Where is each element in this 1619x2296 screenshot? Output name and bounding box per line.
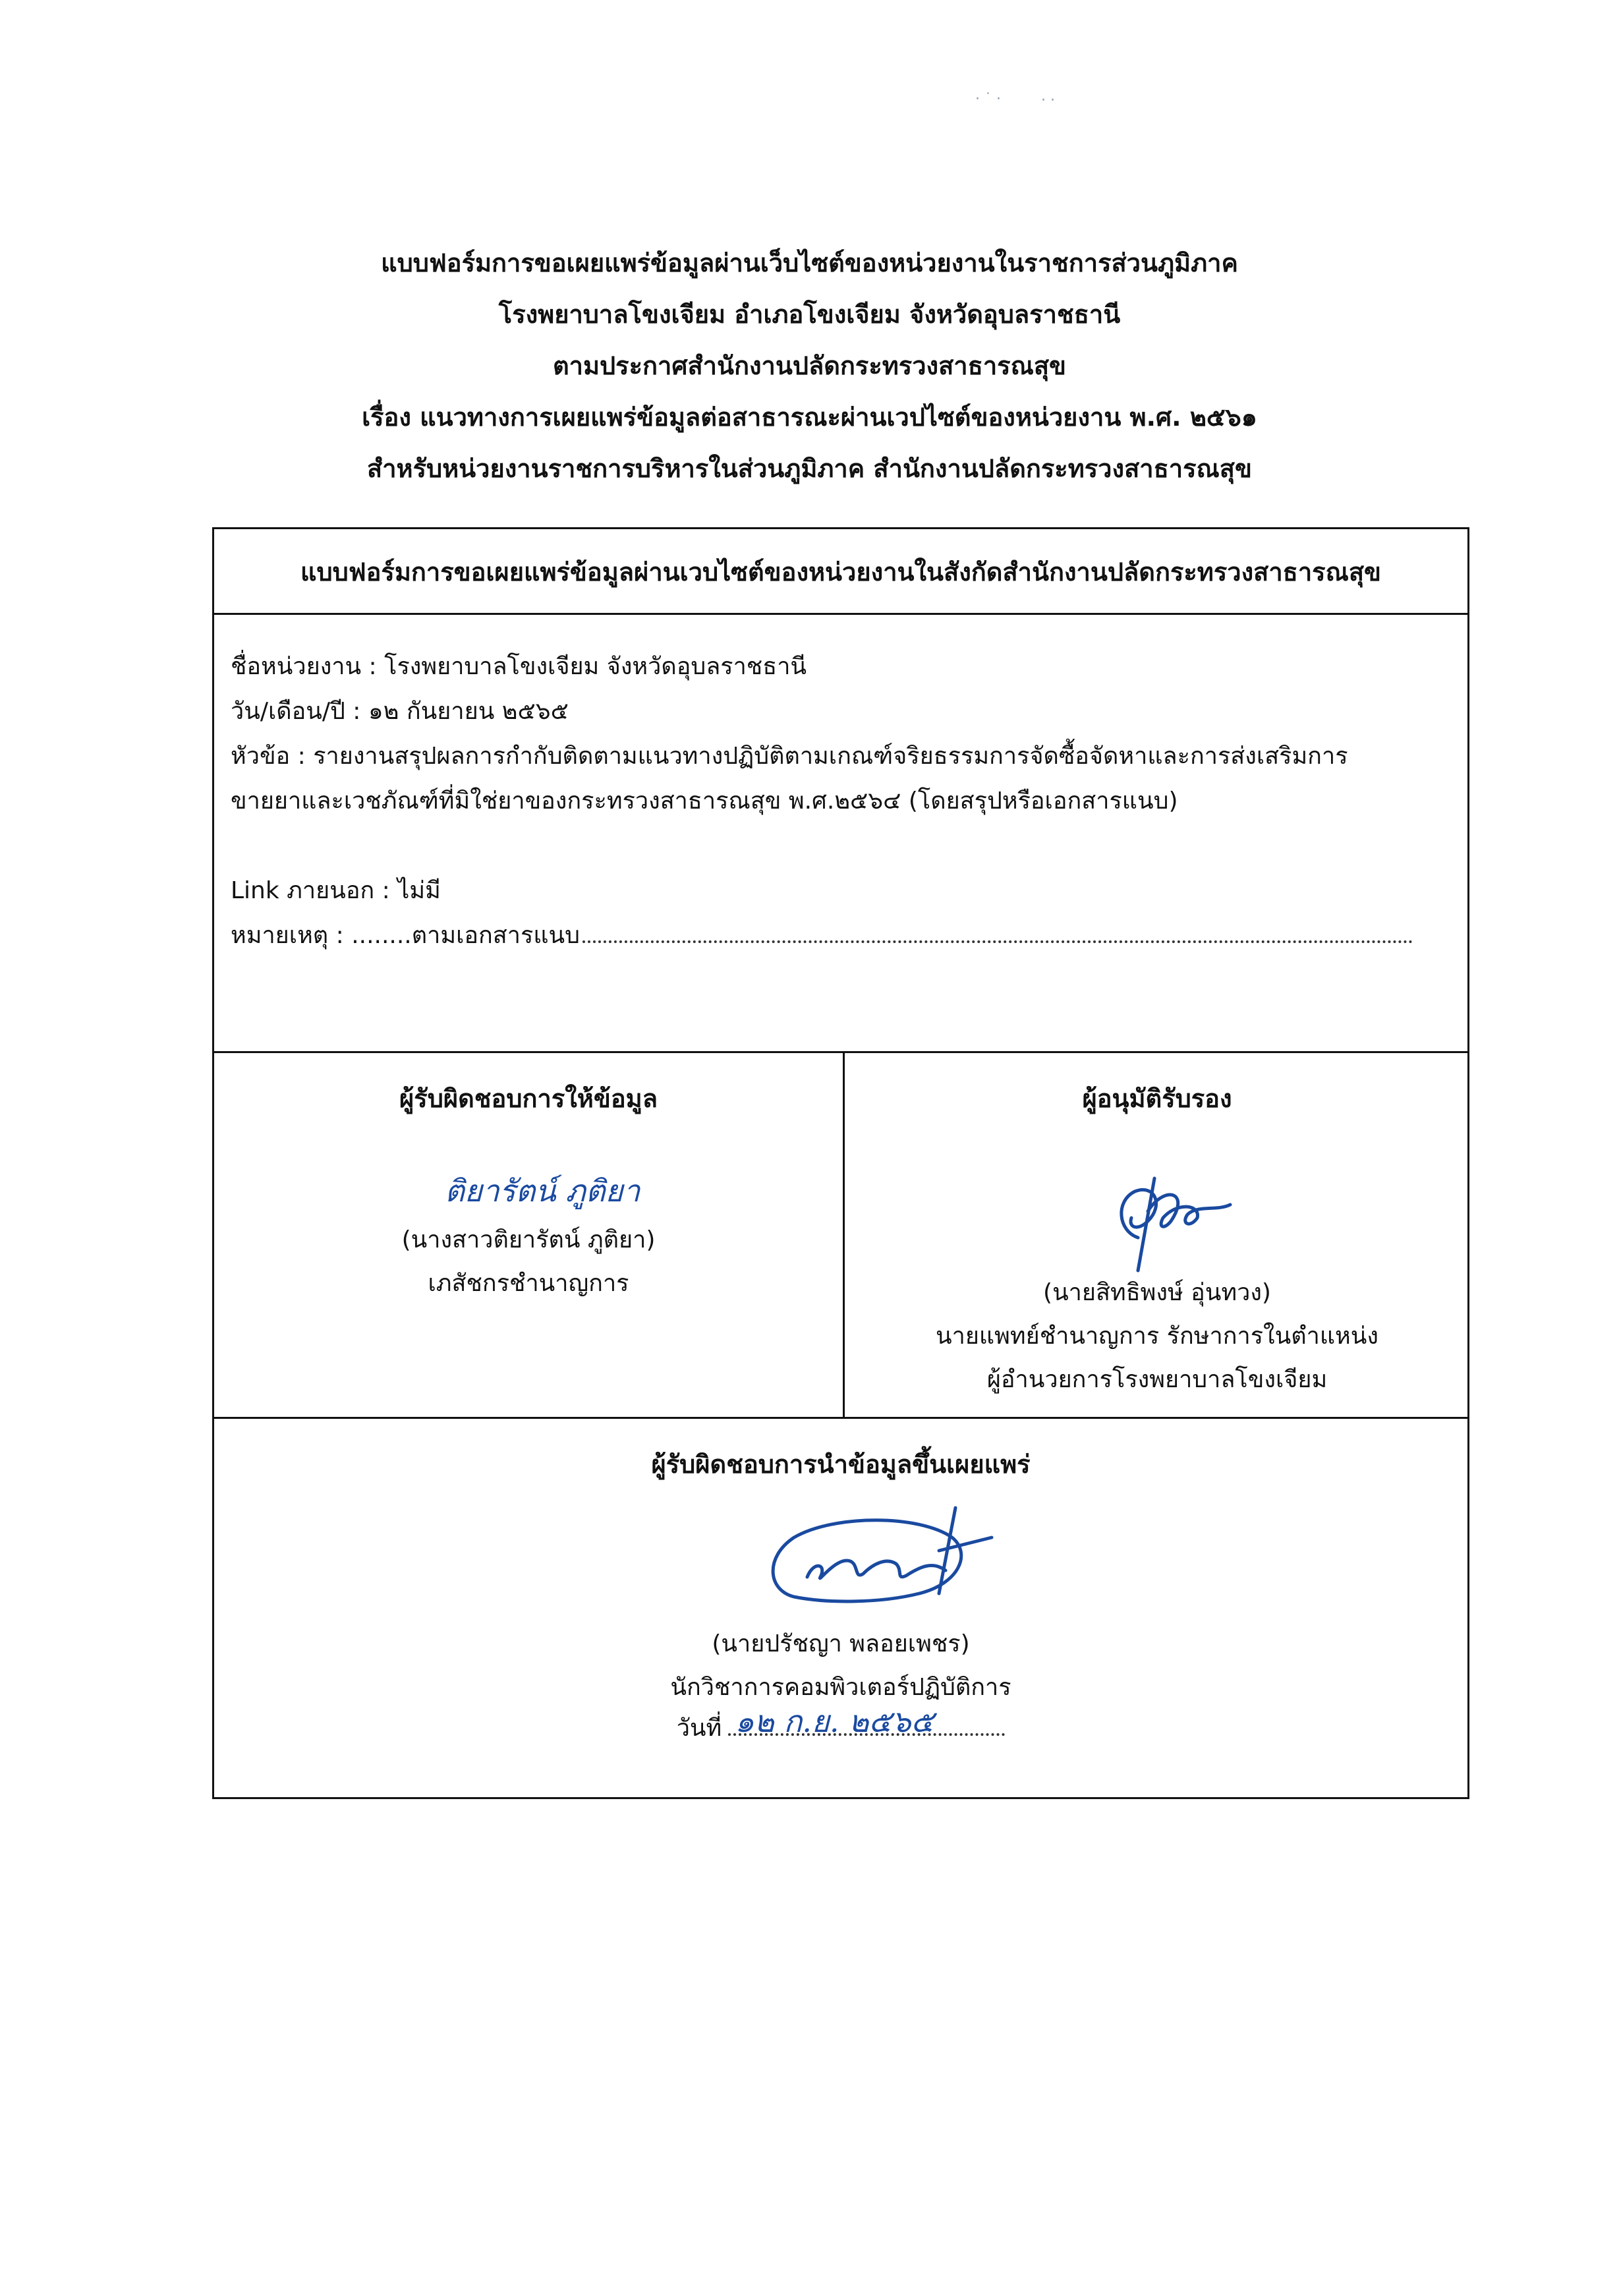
provider-signature (438, 1152, 662, 1224)
topic-line-2: ขายยาและเวชภัณฑ์ที่มิใช่ยาของกระทรวงสาธารณสุข พ.ศ.๒๕๖๔ (โดยสรุปหรือเอกสารแนบ) (231, 788, 1178, 815)
date-dotted-line (728, 1704, 1005, 1739)
header-line: ตามประกาศสำนักงานปลัดกระทรวงสาธารณสุข (552, 351, 1067, 380)
handwritten-date: ๑๒ ก.ย. ๒๕๖๕ (735, 1704, 934, 1739)
approver-position-2: ผู้อำนวยการโรงพยาบาลโขงเจียม (986, 1366, 1328, 1393)
header-line: แบบฟอร์มการขอเผยแพร่ข้อมูลผ่านเว็บไซต์ของหน่วยงานในราชการส่วนภูมิภาค (381, 248, 1238, 277)
scan-speck: · · (1041, 92, 1055, 109)
publisher-name: (นายปรัชญา พลอยเพชร) (712, 1630, 970, 1657)
signature-row (214, 1051, 1467, 1419)
form-title: แบบฟอร์มการขอเผยแพร่ข้อมูลผ่านเวบไซต์ของหน่วยงานในสังกัดสำนักงานปลัดกระทรวงสาธารณสุข (214, 529, 1467, 615)
remark-dotted-line (582, 927, 1413, 943)
remark (231, 913, 1456, 958)
header-line: โรงพยาบาลโขงเจียม อำเภอโขงเจียม จังหวัดอุบลราชธานี (498, 300, 1121, 329)
publication-form (212, 527, 1469, 1799)
provider-name: (นางสาวติยารัตน์ ภูติยา) (401, 1226, 656, 1253)
publisher-position: นักวิชาการคอมพิวเตอร์ปฏิบัติการ (670, 1674, 1011, 1701)
header-line: เรื่อง แนวทางการเผยแพร่ข้อมูลต่อสาธารณะผ่านเวปไซต์ของหน่วยงาน พ.ศ. ๒๕๖๑ (362, 403, 1257, 432)
provider-heading: ผู้รับผิดชอบการให้ข้อมูล (399, 1084, 658, 1113)
approver-heading: ผู้อนุมัติรับรอง (1082, 1084, 1232, 1113)
provider-position: เภสัชกรชำนาญการ (428, 1270, 629, 1297)
publisher-signature (754, 1498, 1005, 1617)
form-info (231, 645, 1456, 958)
publisher-date-line (214, 1704, 1467, 1746)
approver-signature (1092, 1165, 1243, 1277)
provider-signature-text: ติยารัตน์ ภูติยา (445, 1173, 640, 1209)
approver-position-1: นายแพทย์ชำนาญการ รักษาการในตำแหน่ง (936, 1323, 1378, 1350)
approver-name: (นายสิทธิพงษ์ อุ่นทวง) (1043, 1279, 1271, 1306)
external-link: Link ภายนอก : ไม่มี (231, 877, 441, 904)
form-date: วัน/เดือน/ปี : ๑๒ กันยายน ๒๕๖๕ (231, 698, 569, 725)
topic-line-1: หัวข้อ : รายงานสรุปผลการกำกับติดตามแนวทางปฏิบัติตามเกณฑ์จริยธรรมการจัดซื้อจัดหาและการส่งเสริมการ (231, 743, 1348, 770)
document-header (0, 237, 1619, 494)
scan-speck: · ˙ · (975, 91, 1001, 107)
provider-section (214, 1053, 843, 1417)
publisher-section (214, 1419, 1467, 1797)
agency-name: ชื่อหน่วยงาน : โรงพยาบาลโขงเจียม จังหวัดอุบลราชธานี (231, 653, 807, 680)
approver-section (845, 1053, 1469, 1417)
publisher-heading: ผู้รับผิดชอบการนำข้อมูลขึ้นเผยแพร่ (651, 1450, 1031, 1479)
remark-text: หมายเหตุ : ........ตามเอกสารแนบ (231, 922, 580, 949)
header-line: สำหรับหน่วยงานราชการบริหารในส่วนภูมิภาค สำนักงานปลัดกระทรวงสาธารณสุข (367, 454, 1252, 483)
date-label: วันที่ (676, 1715, 722, 1742)
